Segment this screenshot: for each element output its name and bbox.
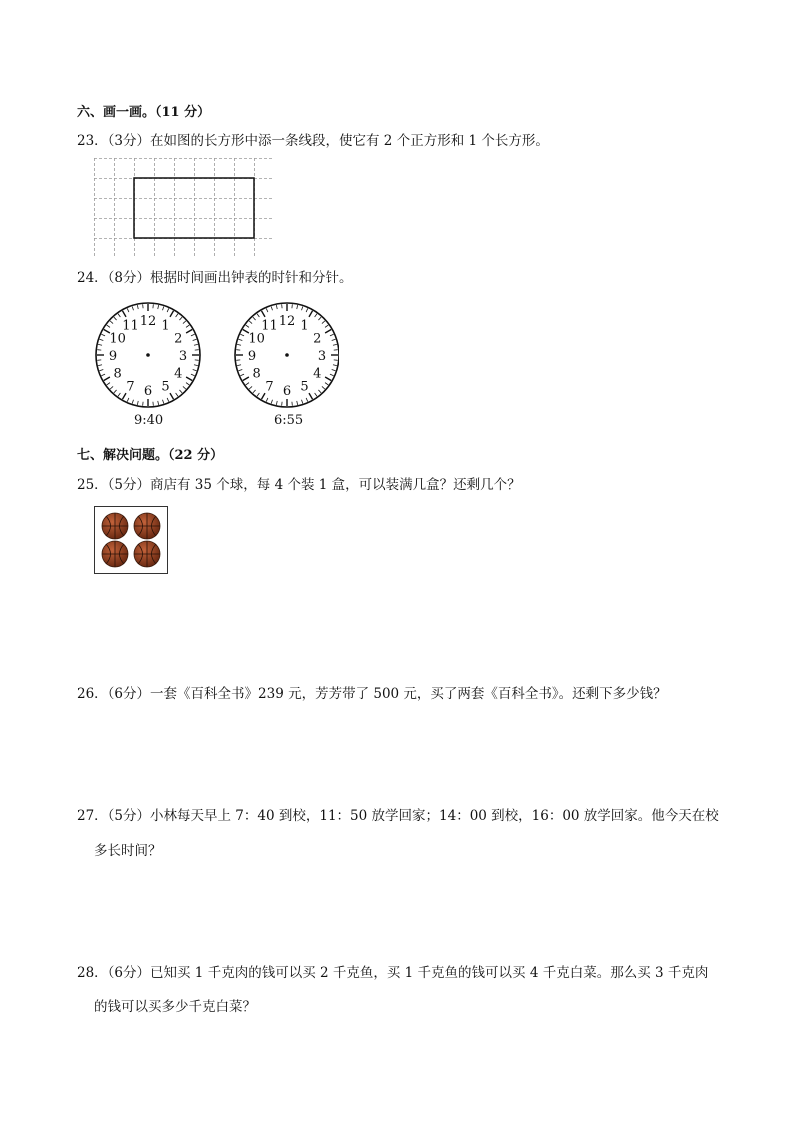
clock-number: 9 [108,349,118,364]
clock-number: 3 [317,349,327,364]
clock-number: 7 [126,379,135,395]
clock-number: 11 [122,318,139,334]
clock-number: 11 [261,318,278,334]
clock-center-dot [285,353,289,357]
clock-number: 3 [178,349,188,364]
clock-number: 4 [313,366,322,382]
section-6-title: 六、画一画。（11 分） [77,105,211,120]
clock-number: 8 [252,366,261,382]
clock-number: 6 [282,384,292,399]
question-26: 26．（6分）一套《百科全书》239 元，芳芳带了 500 元，买了两套《百科全书》。还剩下多少钱？ [77,686,667,702]
clock-number: 12 [139,314,157,329]
clock-number: 8 [113,366,122,382]
clock-center-dot [146,353,150,357]
basketball-icon [134,541,160,567]
question-24: 24．（8分）根据时间画出钟表的时针和分针。 [77,270,353,286]
clock-number: 5 [161,379,170,395]
question-27-line-1: 27．（5分）小林每天早上 7：40 到校，11：50 放学回家；14：00 到校，16：00 放学回家。他今天在校 [77,808,719,824]
clock-number: 10 [109,331,126,347]
clock-number: 7 [265,379,274,395]
clock-number: 5 [300,379,309,395]
question-25: 25．（5分）商店有 35 个球，每 4 个装 1 盒，可以装满几盒？还剩几个？ [77,477,521,493]
clock-number: 2 [313,331,322,347]
section-7-title: 七、解决问题。（22 分） [77,448,224,463]
question-27-line-2: 多长时间？ [94,843,162,859]
clock-number: 10 [248,331,265,347]
clock-figures [94,300,339,430]
clock-number: 9 [247,349,257,364]
basketball-icon [102,541,128,567]
clock-number: 4 [174,366,183,382]
clock-1-time-label: 9:40 [134,413,164,428]
question-28-line-2: 的钱可以买多少千克白菜？ [94,999,256,1015]
basketball-icon [134,513,160,539]
basketball-icon [102,513,128,539]
basketball-box-image [94,506,168,574]
clock-number: 2 [174,331,183,347]
grid-rectangle-figure [94,158,273,258]
rectangle-outline [134,178,254,238]
clock-number: 6 [143,384,153,399]
clock-number: 1 [161,318,170,334]
clock-face-2 [235,303,339,407]
clock-face-1 [96,303,200,407]
question-28-line-1: 28．（6分）已知买 1 千克肉的钱可以买 2 千克鱼，买 1 千克鱼的钱可以买 4 千克白菜。那么买 3 千克肉 [77,965,709,981]
clock-number: 1 [300,318,309,334]
clock-2-time-label: 6:55 [274,413,304,428]
clock-number: 12 [278,314,296,329]
question-23: 23．（3分）在如图的长方形中添一条线段，使它有 2 个正方形和 1 个长方形。 [77,133,549,149]
